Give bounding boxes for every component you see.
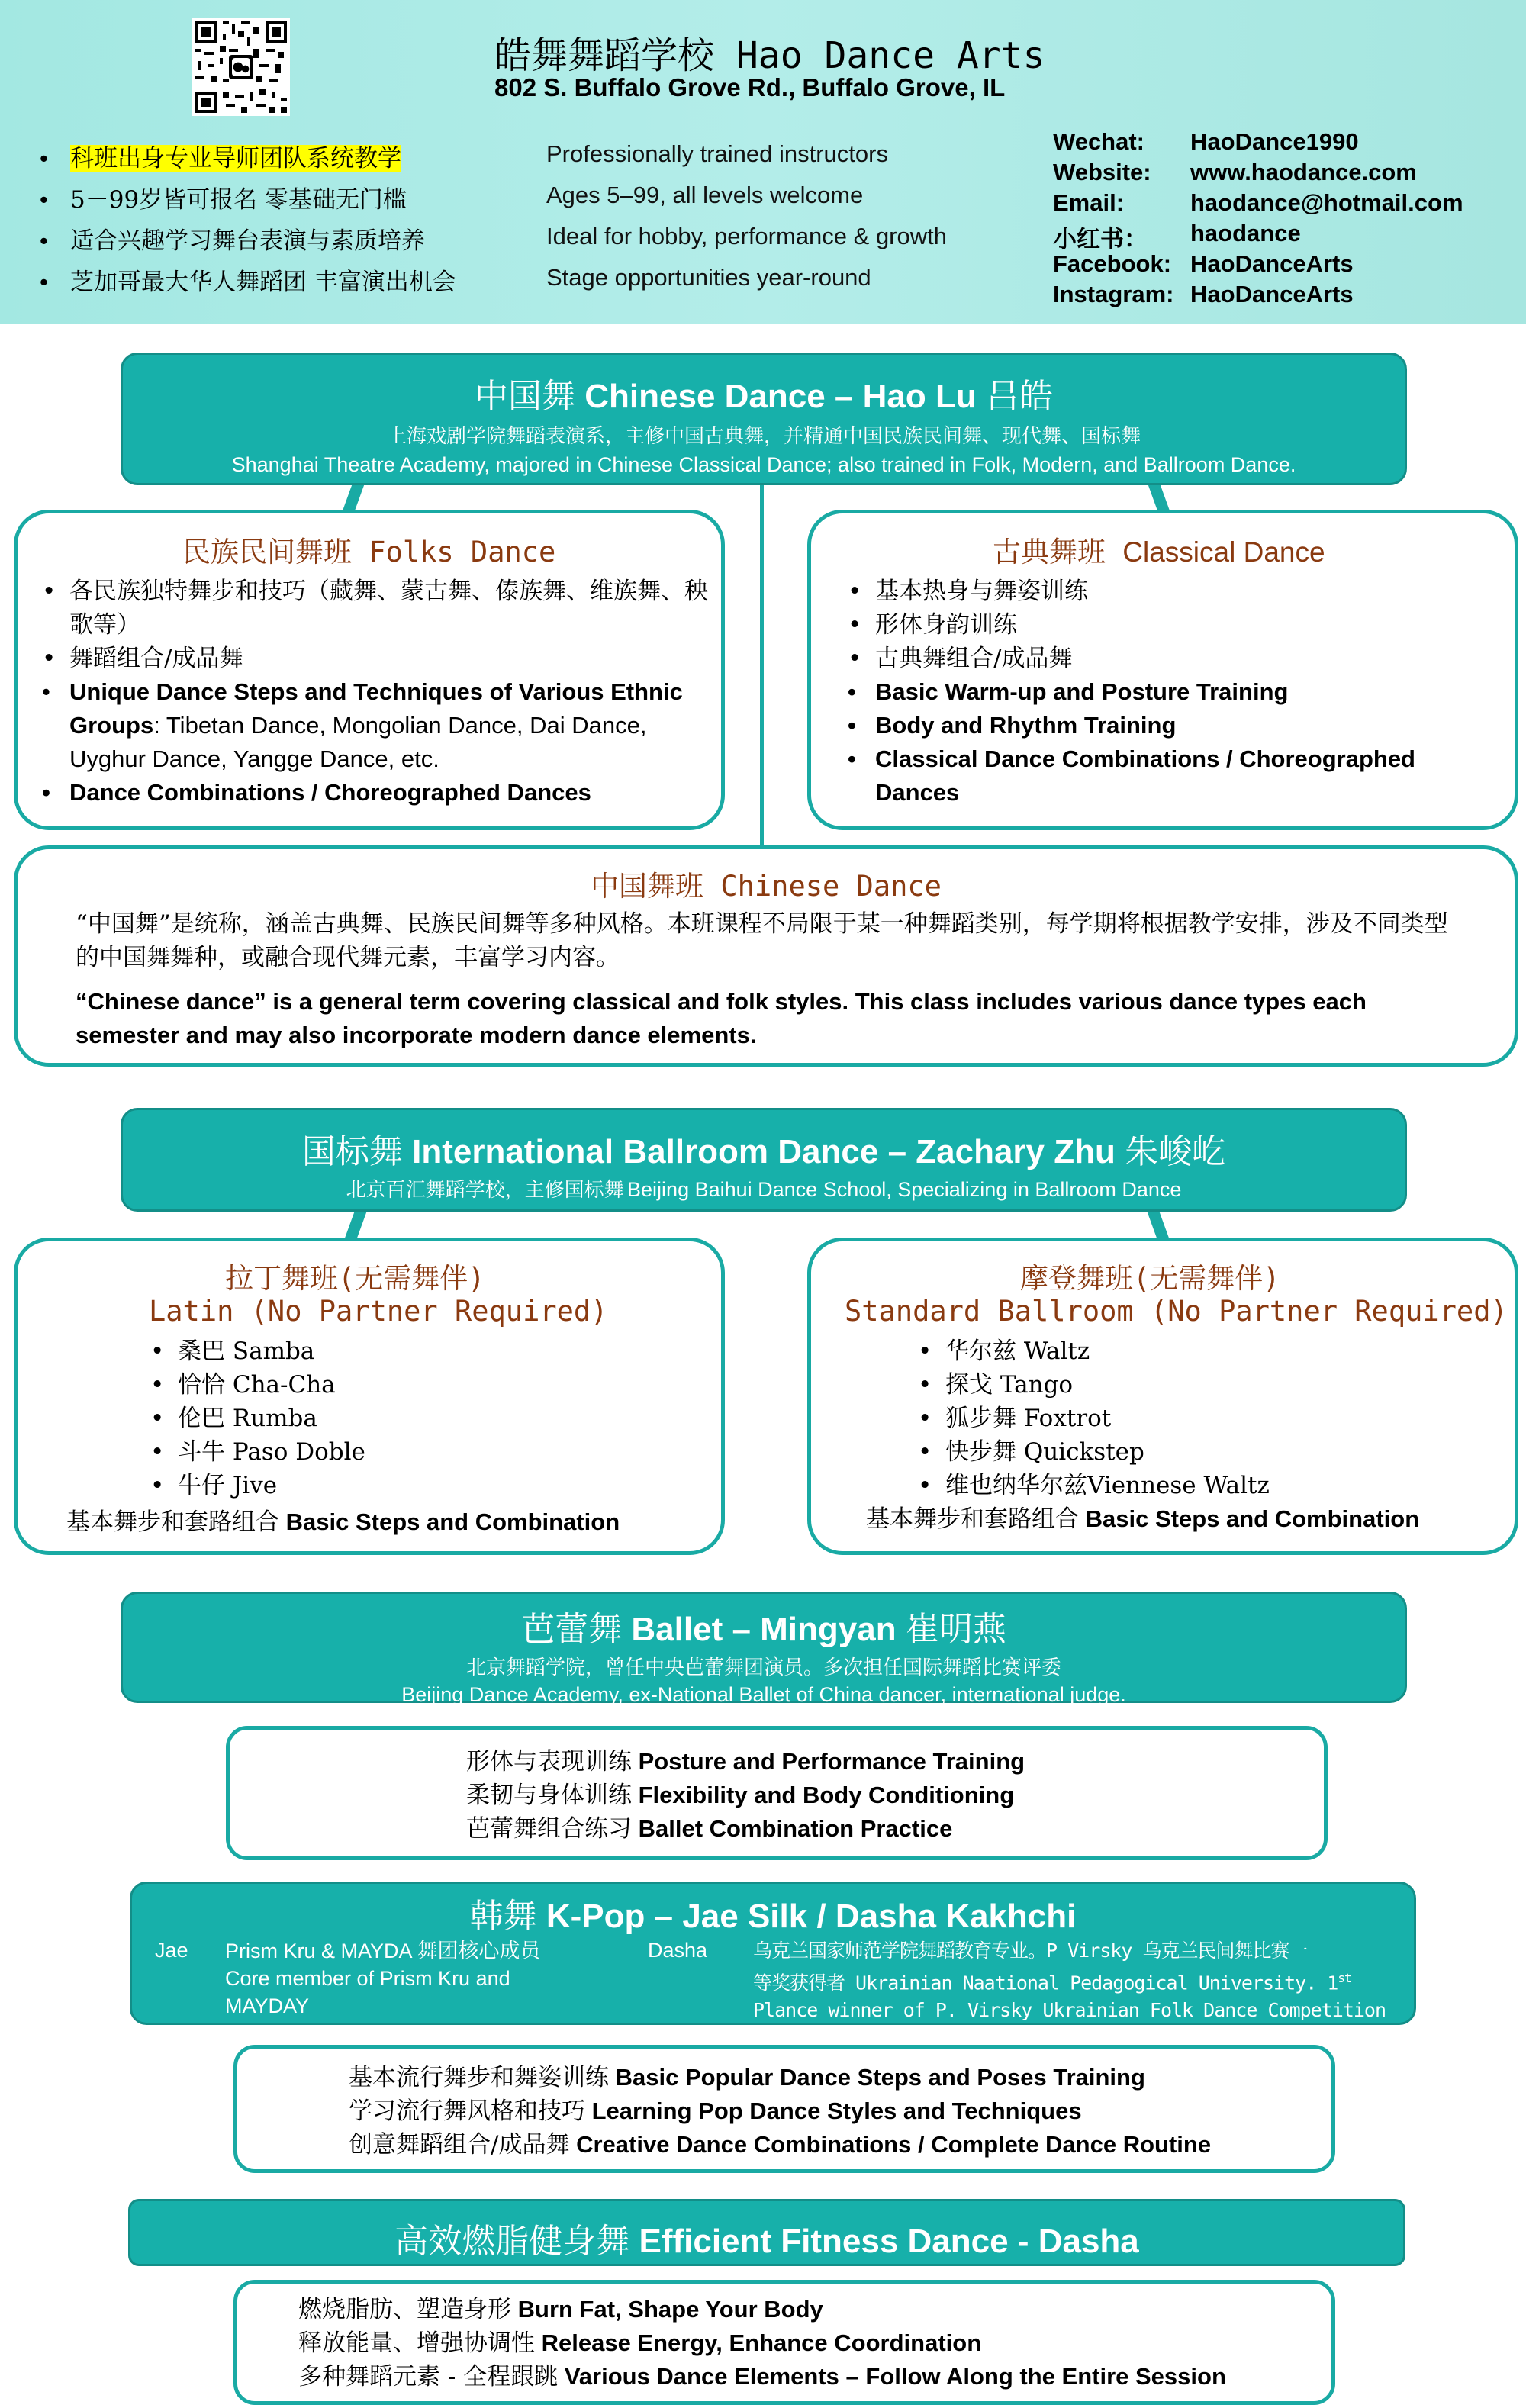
chinese-dance-class-desc-en: “Chinese dance” is a general term covering classical and folk styles. This class includes various dance types each semester and may also incorporate modern dance elements. [76,988,1367,1048]
feature-en-2: Ages 5–99, all levels welcome [546,182,864,208]
feature-1: • 科班出身专业导师团队系统教学 [40,145,401,172]
folk-dance-list [39,575,710,810]
list-item: • Dance Combinations / Choreographed Dances [39,776,710,810]
list-item: • 华尔兹 Waltz [915,1334,1270,1368]
folk-dance-card [14,510,725,830]
latin-heading-zh: 拉丁舞班(无需舞伴) [225,1262,485,1295]
kpop-list [349,2061,1211,2162]
list-item: • 舞蹈组合/成品舞 [39,642,710,675]
chinese-dance-banner [121,353,1407,485]
connector-line [343,481,366,511]
chinese-dance-teacher-zh: 上海戏剧学院舞蹈表演系，主修中国古典舞，并精通中国民族民间舞、现代舞、国标舞 [386,425,1141,448]
list-item: 燃烧脂肪、塑造身形 Burn Fat, Shape Your Body [298,2296,823,2323]
latin-card [14,1238,725,1555]
standard-footer: 基本舞步和套路组合 Basic Steps and Combination [866,1505,1420,1533]
qr-code [192,18,290,116]
folk-dance-heading: 民族民间舞班 Folks Dance [182,536,556,568]
feature-en-1: Professionally trained instructors [546,140,888,167]
connector-line [1147,481,1170,511]
list-item: • 恰恰 Cha-Cha [147,1368,365,1402]
list-item: • 形体身韵训练 [845,608,1501,642]
list-item: • 狐步舞 Foxtrot [915,1402,1270,1435]
classical-dance-card [807,510,1518,830]
list-item: 形体与表现训练 Posture and Performance Training [466,1748,1025,1775]
list-item: 基本流行舞步和舞姿训练 Basic Popular Dance Steps and Poses Training [349,2064,1145,2091]
ballet-teacher-en: Beijing Dance Academy, ex-National Ballet of China dancer, international judge. [401,1683,1126,1706]
chinese-dance-class-card [14,845,1518,1067]
fitness-banner [128,2199,1405,2266]
ballroom-banner [121,1108,1407,1212]
list-item: 多种舞蹈元素 - 全程跟跳 Various Dance Elements – Follow Along the Entire Session [298,2363,1226,2390]
kpop-dasha-bio: 乌克兰国家师范学院舞蹈教育专业。P Virsky 乌克兰民间舞比赛一 等奖获得者 Ukrainian Naational Pedagogical University. 1st Plance winner of P. Virsky Ukrainian Folk Dance Competition [753,1940,1386,2022]
list-item: • Classical Dance Combinations / Choreographed Dances [845,742,1501,810]
standard-ballroom-card [807,1238,1518,1555]
standard-heading-en: Standard Ballroom (No Partner Required) [845,1295,1508,1328]
contact-instagram-label: Instagram: [1053,281,1174,307]
contact-xiaohongshu-label: 小红书： [1053,226,1148,253]
contact-wechat-label: Wechat: [1053,128,1145,155]
school-title: 皓舞舞蹈学校 Hao Dance Arts [494,34,1045,77]
list-item: • 古典舞组合/成品舞 [845,642,1501,675]
ballet-title: 芭蕾舞 Ballet – Mingyan 崔明燕 [521,1610,1006,1649]
contact-website-value[interactable]: www.haodance.com [1190,159,1417,185]
fitness-card [233,2280,1335,2405]
contact-xiaohongshu-value[interactable]: haodance [1190,220,1301,246]
latin-footer: 基本舞步和套路组合 Basic Steps and Combination [66,1508,620,1536]
ballroom-teacher: 北京百汇舞蹈学校，主修国标舞 Beijing Baihui Dance School, Specializing in Ballroom Dance [346,1178,1182,1202]
chinese-dance-class-heading: 中国舞班 Chinese Dance [591,870,942,903]
list-item: • 快步舞 Quickstep [915,1435,1270,1469]
classical-dance-list [845,575,1501,810]
kpop-banner [130,1882,1416,2025]
list-item: 学习流行舞风格和技巧 Learning Pop Dance Styles and Techniques [349,2097,1082,2125]
contact-email-value[interactable]: haodance@hotmail.com [1190,189,1463,216]
list-item: • Body and Rhythm Training [845,709,1501,742]
list-item: • 各民族独特舞步和技巧（藏舞、蒙古舞、傣族舞、维族舞、秧歌等） [39,575,710,642]
chinese-dance-class-desc-zh: “中国舞”是统称，涵盖古典舞、民族民间舞等多种风格。本班课程不局限于某一种舞蹈类别，每学期将根据教学安排，涉及不同类型的中国舞舞种，或融合现代舞元素，丰富学习内容。 [76,910,1448,971]
kpop-dasha-label: Dasha [648,1939,708,1962]
contact-wechat-value[interactable]: HaoDance1990 [1190,128,1359,155]
list-item: • 斗牛 Paso Doble [147,1435,365,1469]
kpop-title: 韩舞 K-Pop – Jae Silk / Dasha Kakhchi [469,1897,1077,1936]
ballet-banner [121,1592,1407,1706]
feature-3: • 适合兴趣学习舞台表演与素质培养 [40,227,425,255]
connector-line [344,1210,368,1241]
classical-dance-heading: 古典舞班 Classical Dance [993,536,1325,568]
ballet-teacher-zh: 北京舞蹈学院，曾任中央芭蕾舞团演员。多次担任国际舞蹈比赛评委 [465,1656,1061,1679]
standard-heading-zh: 摩登舞班(无需舞伴) [1020,1262,1280,1295]
chinese-dance-teacher-en: Shanghai Theatre Academy, majored in Chinese Classical Dance; also trained in Folk, Modern, and Ballroom Dance. [231,453,1296,476]
list-item: 释放能量、增强协调性 Release Energy, Enhance Coordination [298,2329,982,2357]
feature-2: • 5－99岁皆可报名 零基础无门槛 [40,186,407,214]
contact-facebook-value[interactable]: HaoDanceArts [1190,250,1354,277]
kpop-jae-label: Jae [155,1939,188,1962]
list-item: 创意舞蹈组合/成品舞 Creative Dance Combinations / Complete Dance Routine [349,2131,1212,2159]
list-item: • 牛仔 Jive [147,1469,365,1502]
ballet-card [226,1726,1328,1860]
list-item: 芭蕾舞组合练习 Ballet Combination Practice [466,1815,953,1843]
feature-en-3: Ideal for hobby, performance & growth [546,223,947,249]
fitness-list [298,2293,1226,2394]
school-address: 802 S. Buffalo Grove Rd., Buffalo Grove, IL [494,73,1006,101]
contact-facebook-label: Facebook: [1053,250,1172,277]
qr-code-icon [192,18,290,116]
latin-heading-en: Latin (No Partner Required) [149,1295,608,1328]
connector-line [1147,1210,1170,1241]
list-item: • 伦巴 Rumba [147,1402,365,1435]
contact-website-label: Website: [1053,159,1151,185]
list-item: • 维也纳华尔兹Viennese Waltz [915,1469,1270,1502]
contact-instagram-value[interactable]: HaoDanceArts [1190,281,1354,307]
kpop-card [233,2045,1335,2173]
list-item: • 基本热身与舞姿训练 [845,575,1501,608]
fitness-title: 高效燃脂健身舞 Efficient Fitness Dance - Dasha [394,2222,1139,2261]
kpop-jae-bio: Prism Kru & MAYDA 舞团核心成员 Core member of Prism Kru and MAYDAY [225,1940,541,2017]
feature-en-4: Stage opportunities year-round [546,264,871,291]
contact-email-label: Email: [1053,189,1125,216]
list-item: • 探戈 Tango [915,1368,1270,1402]
list-item: • Basic Warm-up and Posture Training [845,675,1501,709]
connector-line [760,485,764,845]
ballet-list [466,1745,1025,1846]
list-item: • 桑巴 Samba [147,1334,365,1368]
latin-dance-list [147,1334,365,1502]
feature-4: • 芝加哥最大华人舞蹈团 丰富演出机会 [40,269,456,296]
ballroom-title: 国标舞 International Ballroom Dance – Zachary Zhu 朱峻屹 [301,1132,1226,1171]
standard-dance-list [915,1334,1270,1502]
list-item: • Unique Dance Steps and Techniques of Various Ethnic Groups: Tibetan Dance, Mongolian Dance, Dai Dance, Uyghur Dance, Yangge Dance, etc. [39,675,710,776]
list-item: 柔韧与身体训练 Flexibility and Body Conditioning [466,1782,1015,1809]
chinese-dance-title: 中国舞 Chinese Dance – Hao Lu 吕皓 [475,377,1053,416]
